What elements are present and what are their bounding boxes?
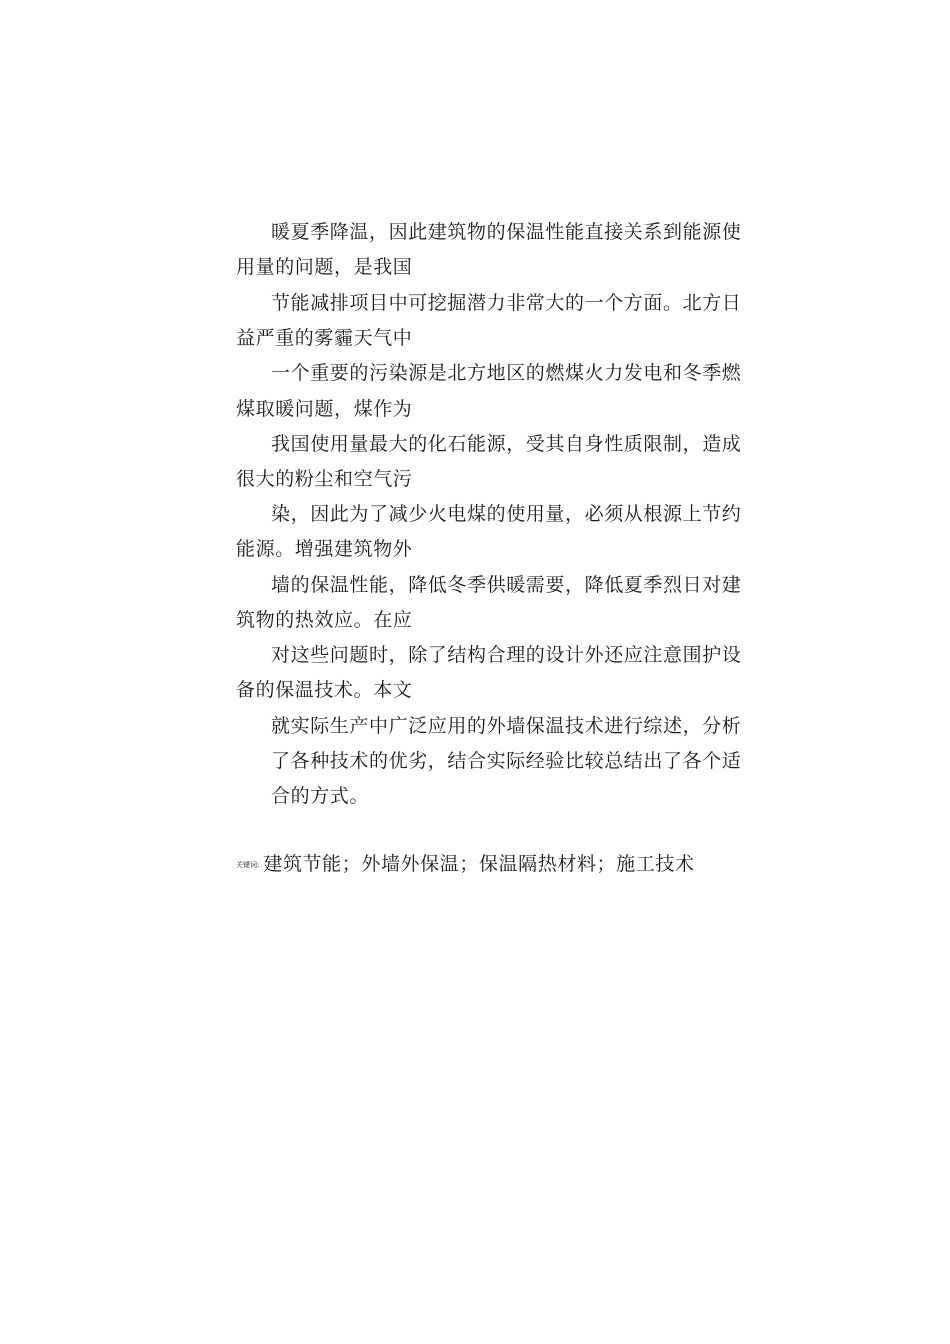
body-line-11: 墙的保温性能，降低冬季供暖需要，降低夏季烈日对建 [271,574,742,596]
keywords-text: 建筑节能；外墙外保温；保温隔热材料；施工技术 [263,853,695,875]
body-line-7: 我国使用量最大的化石能源，受其自身性质限制，造成 [271,433,742,455]
body-line-8: 很大的粉尘和空气污 [236,468,413,490]
body-line-10: 能源。增强建筑物外 [236,538,413,560]
body-line-13: 对这些问题时，除了结构合理的设计外还应注意围护设 [271,644,742,666]
body-line-14: 备的保温技术。本文 [236,679,413,701]
body-line-17: 合的方式。 [271,785,370,807]
body-line-16: 了各种技术的优劣，结合实际经验比较总结出了各个适 [271,750,742,772]
body-line-15: 就实际生产中广泛应用的外墙保温技术进行综述，分析 [271,715,742,737]
body-line-12: 筑物的热效应。在应 [236,609,413,631]
body-line-1: 暖夏季降温，因此建筑物的保温性能直接关系到能源使 [271,221,742,243]
body-line-6: 煤取暖问题，煤作为 [236,398,413,420]
keywords-row [236,852,695,877]
keywords-label: 关键词: [236,861,260,869]
body-line-3: 节能减排项目中可挖掘潜力非常大的一个方面。北方日 [271,292,742,314]
body-line-2: 用量的问题，是我国 [236,256,413,278]
body-line-5: 一个重要的污染源是北方地区的燃煤火力发电和冬季燃 [271,362,742,384]
body-line-9: 染，因此为了减少火电煤的使用量，必须从根源上节约 [271,503,742,525]
body-line-4: 益严重的雾霾天气中 [236,327,413,349]
